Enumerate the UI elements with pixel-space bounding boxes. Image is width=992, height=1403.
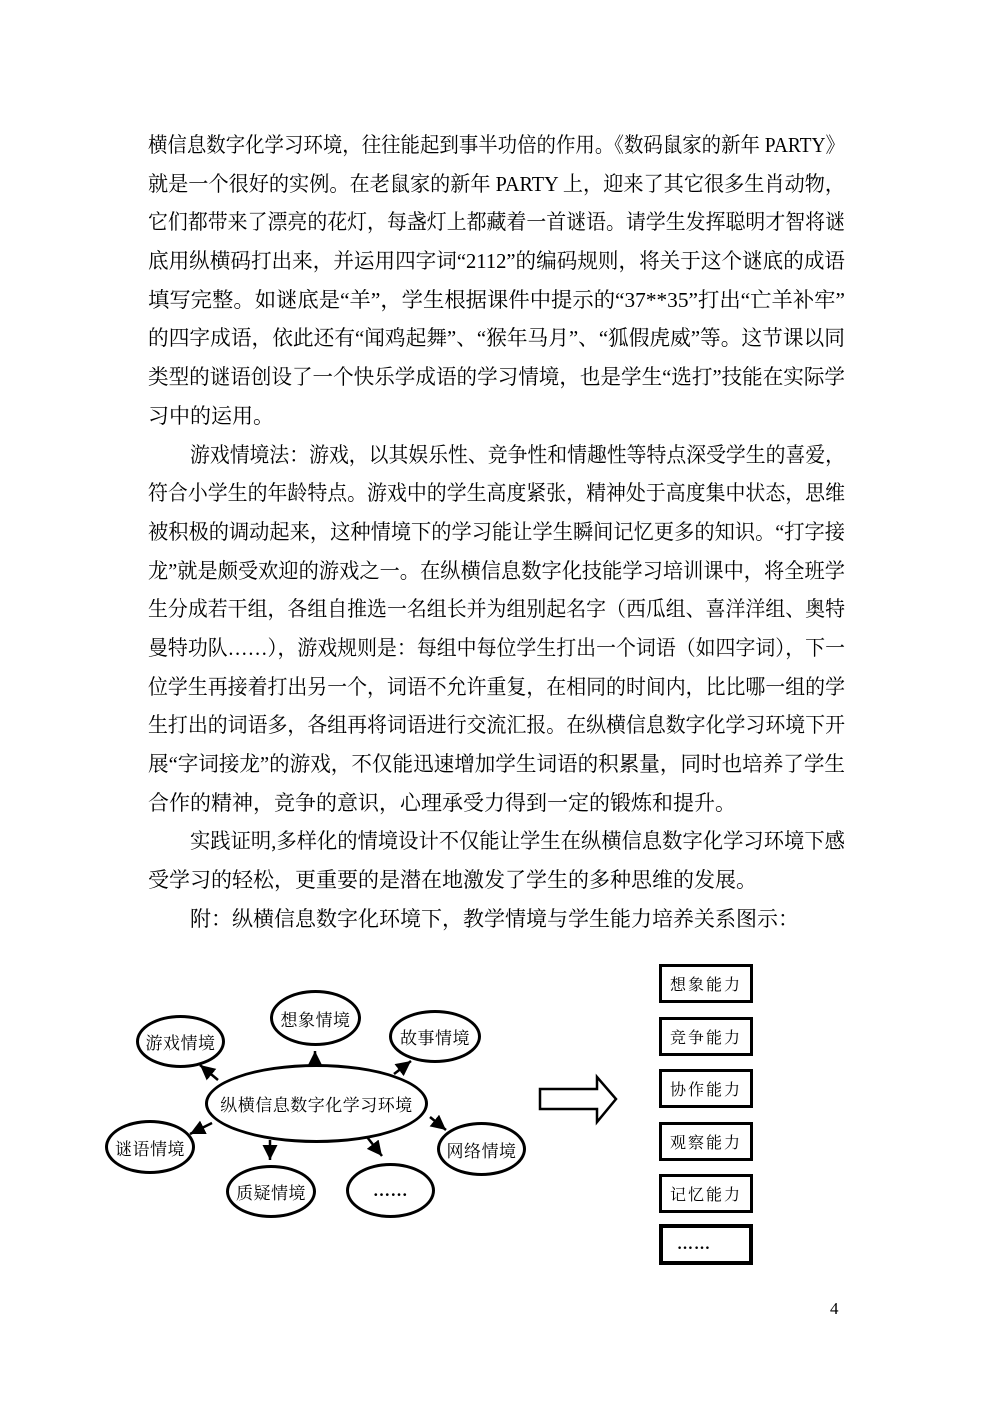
diagram-node-game-context	[136, 1015, 225, 1068]
node-label: 想象情境	[280, 1010, 351, 1030]
text-line-content: 龙”就是颇受欢迎的游戏之一。在纵横信息数字化技能学习培训课中，将全班学	[148, 558, 845, 583]
text-line-content: 类型的谜语创设了一个快乐学成语的学习情境，也是学生“选打”技能在实际学	[148, 365, 845, 390]
ability-box-imagination	[659, 964, 753, 1003]
arrow-to-network-context	[430, 1117, 446, 1130]
box-label: 竞争能力	[669, 1030, 742, 1047]
node-label: 谜语情境	[115, 1139, 185, 1159]
text-line-content: 就是一个很好的实例。在老鼠家的新年 PARTY 上，迎来了其它很多生肖动物，	[148, 171, 846, 196]
arrow-to-story-context	[394, 1061, 411, 1074]
text-line-content: 符合小学生的年龄特点。游戏中的学生高度紧张，精神处于高度集中状态，思维	[148, 481, 846, 506]
text-line-content: 游戏情境法：游戏，以其娱乐性、竞争性和情趣性等特点深受学生的喜爱，	[190, 442, 846, 467]
text-line-content: 实践证明,多样化的情境设计不仅能让学生在纵横信息数字化学习环境下感	[190, 829, 845, 854]
diagram-center-node	[205, 1064, 428, 1143]
diagram-node-network-context	[437, 1122, 526, 1176]
diagram-node-imagination-context	[270, 990, 361, 1046]
diagram-node-ellipsis-context	[346, 1163, 435, 1218]
ability-box-observation	[659, 1122, 753, 1161]
diagram-node-questioning-context	[226, 1165, 316, 1218]
node-label: 故事情境	[400, 1029, 470, 1048]
text-line-content: 受学习的轻松，更重要的是潜在地激发了学生的多种思维的发展。	[148, 868, 757, 893]
text-line-content: 位学生再接着打出另一个，词语不允许重复，在相同的时间内，比比哪一组的学	[148, 674, 846, 699]
arrow-to-riddle-context	[190, 1123, 212, 1134]
text-line-content: 填写完整。如谜底是“羊”，学生根据课件中提示的“37**35”打出“亡羊补牢”	[148, 287, 845, 312]
text-line-content: 底用纵横码打出来，并运用四字词“2112”的编码规则，将关于这个谜底的成语	[148, 249, 846, 274]
text-line-content: 被积极的调动起来，这种情境下的学习能让学生瞬间记忆更多的知识。“打字接	[148, 519, 845, 544]
text-line-content: 附：纵横信息数字化环境下，教学情境与学生能力培养关系图示：	[190, 906, 799, 931]
block-arrow-right-icon	[540, 1077, 616, 1122]
text-line-content: 横信息数字化学习环境，往往能起到事半功倍的作用。《数码鼠家的新年 PARTY》	[148, 133, 845, 157]
ability-box-memory	[659, 1174, 753, 1213]
box-label: 想象能力	[669, 977, 742, 994]
text-line-content: 合作的精神，竞争的意识，心理承受力得到一定的锻炼和提升。	[148, 790, 736, 815]
node-label: 网络情境	[446, 1141, 517, 1161]
diagram-node-story-context	[389, 1010, 481, 1063]
text-line-content: 的四字成语，依此还有“闻鸡起舞”、“猴年马月”、“狐假虎威”等。这节课以同	[148, 326, 845, 351]
text-line-content: 习中的运用。	[148, 403, 274, 428]
ability-box-ellipsis	[659, 1224, 753, 1265]
arrow-to-game-context	[200, 1065, 218, 1080]
box-label: ……	[677, 1235, 711, 1253]
node-label: 纵横信息数字化学习环境	[220, 1096, 413, 1115]
arrow-to-ellipsis-context	[367, 1137, 382, 1156]
text-line-content: 它们都带来了漂亮的花灯，每盏灯上都藏着一首谜语。请学生发挥聪明才智将谜	[148, 210, 846, 235]
node-label: ……	[373, 1180, 408, 1200]
box-label: 观察能力	[669, 1135, 742, 1152]
node-label: 游戏情境	[145, 1034, 216, 1053]
ability-box-collaboration	[659, 1069, 753, 1108]
box-label: 协作能力	[669, 1082, 742, 1099]
diagram-node-riddle-context	[105, 1120, 195, 1174]
text-line-content: 展“字词接龙”的游戏，不仅能迅速增加学生词语的积累量，同时也培养了学生	[148, 752, 845, 776]
box-label: 记忆能力	[669, 1187, 742, 1204]
text-line-content: 曼特功队……），游戏规则是：每组中每位学生打出一个词语（如四字词），下一	[148, 635, 846, 660]
node-label: 质疑情境	[236, 1184, 306, 1203]
text-line-content: 生打出的词语多，各组再将词语进行交流汇报。在纵横信息数字化学习环境下开	[148, 713, 846, 738]
ability-box-competition	[659, 1017, 753, 1056]
page-number: 4	[830, 1299, 839, 1318]
text-line-content: 生分成若干组，各组自推选一名组长并为组别起名字（西瓜组、喜洋洋组、奥特	[148, 597, 846, 622]
